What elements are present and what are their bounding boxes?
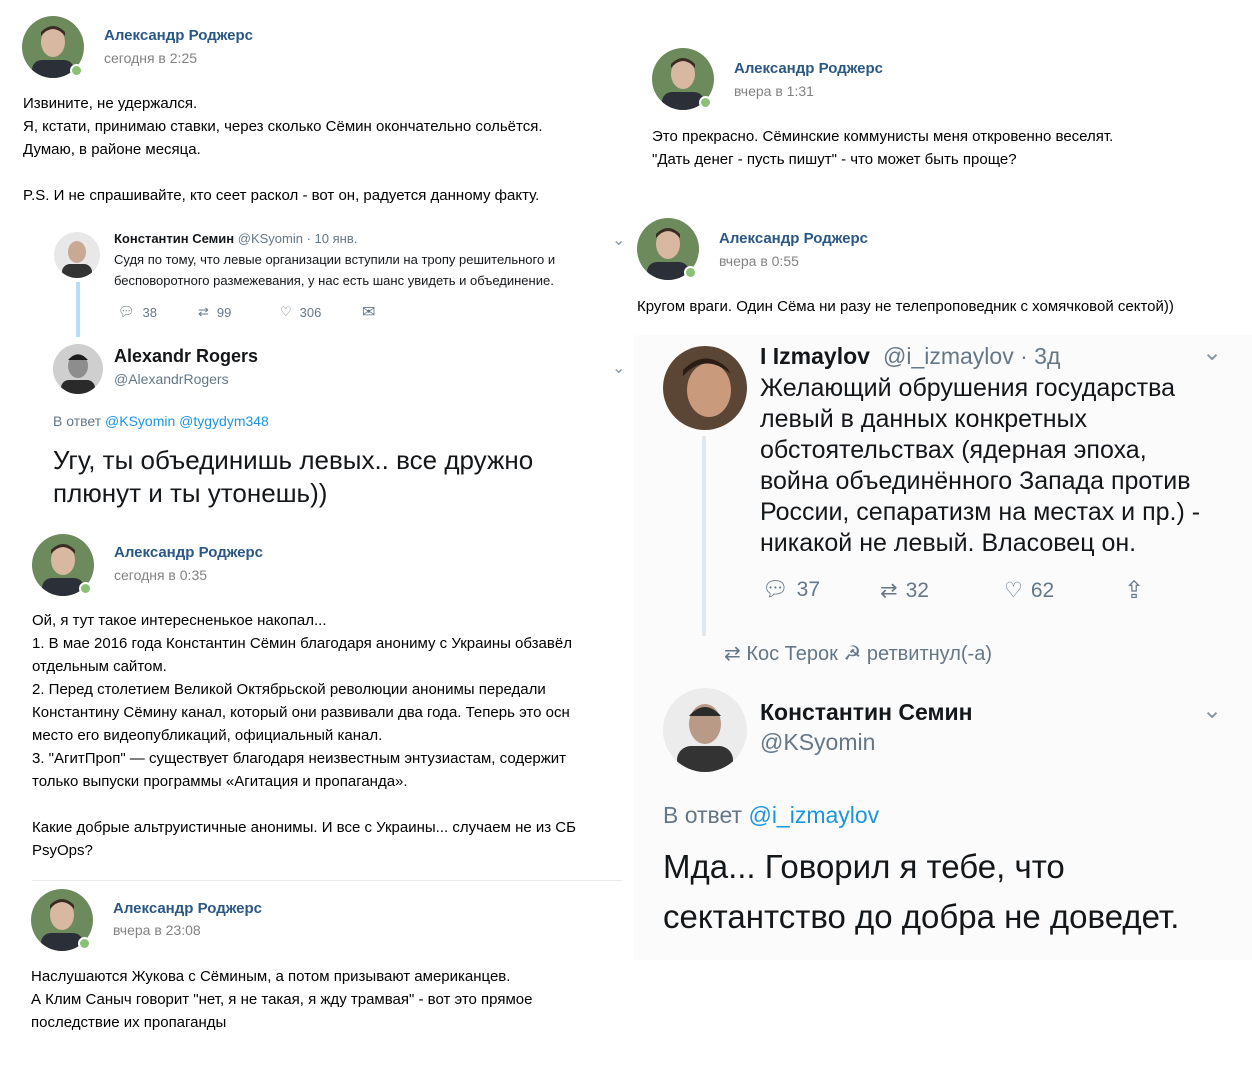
tweet-text: Мда... Говорил я тебе, что сектантство до добра не доведет. (663, 848, 1180, 935)
chevron-down-icon[interactable]: ⌄ (612, 360, 626, 377)
tweet-handle[interactable]: @KSyomin (760, 729, 876, 755)
tweet-handle[interactable]: @i_izmaylov · 3д (883, 343, 1061, 369)
like-button[interactable]: ♡ 306 (280, 304, 322, 320)
tweet-author[interactable]: I Izmaylov (760, 343, 870, 369)
share-icon[interactable]: ⇪ (1124, 577, 1145, 604)
online-indicator (70, 64, 83, 77)
post-text: Извините, не удержался. Я, кстати, принимаю ставки, через сколько Сёмин окончательно сольётся. Думаю, в районе месяца. P.S. И не спрашивайте, кто сеет раскол - вот он, радуется данному факту. (23, 95, 543, 204)
chevron-down-icon[interactable]: ⌄ (1202, 339, 1223, 366)
like-button[interactable]: ♡ 62 (1004, 578, 1055, 602)
post-time[interactable]: вчера в 0:55 (719, 253, 799, 269)
online-indicator (79, 582, 92, 595)
author-name[interactable]: Александр Роджерс (104, 27, 253, 44)
retweet-icon: ⇄ (880, 579, 898, 602)
post-time[interactable]: сегодня в 2:25 (104, 50, 198, 66)
tweet-author[interactable]: Константин Семин @KSyomin · 10 янв. (114, 231, 358, 246)
divider (32, 880, 622, 881)
heart-icon: ♡ (1004, 579, 1023, 602)
tweet-text: Желающий обрушения государства левый в данных конкретных обстоятельствах (ядерная эпоха, война объединённого Запада против России, сепаратизм на местах и пр.) - никакой не левый. Власовец он. (760, 374, 1201, 557)
heart-icon: ♡ (280, 304, 292, 319)
tweet-author[interactable]: Alexandr Rogers (114, 346, 259, 366)
online-indicator (684, 266, 697, 279)
tweet-author[interactable]: Константин Семин (760, 699, 973, 725)
retweet-icon: ⇄ (198, 304, 209, 319)
post-text: Ой, я тут такое интересненькое накопал... 1. В мае 2016 года Константин Сёмин благодаря анониму с Украины обзавёл отдельным сайтом. 2. Перед столетием Великой Октябрьской революции анонимы передали Константину Сёмину канал, который они развивали два года. Теперь это осн место его видеопубликаций, официальный канал. 3. "АгитПроп" — существует благодаря неизвестным энтузиастам, содержит только выпуски программы «Агитация и пропаганда». Какие добрые альтруистичные анонимы. И все с Украины... случаем не из СБ PsyOps? (32, 612, 576, 859)
author-name[interactable]: Александр Роджерс (734, 60, 883, 77)
tweet-handle: @KSyomin (237, 231, 303, 246)
tweet-avatar[interactable] (53, 344, 103, 394)
tweet-text: Угу, ты объединишь левых.. все дружно плюнут и ты утонешь)) (53, 445, 534, 508)
message-icon[interactable]: ✉ (362, 304, 376, 321)
thread-line (76, 282, 80, 337)
author-name[interactable]: Александр Роджерс (114, 544, 263, 561)
post-time[interactable]: вчера в 23:08 (113, 922, 201, 938)
reply-to-link[interactable]: @KSyomin @tygydym348 (105, 413, 269, 429)
tweet-avatar[interactable] (663, 688, 747, 772)
chevron-down-icon[interactable]: ⌄ (612, 232, 626, 249)
tweet-handle[interactable]: @AlexandrRogers (114, 371, 229, 387)
tweet-avatar[interactable] (54, 232, 100, 278)
author-name[interactable]: Александр Роджерс (719, 230, 868, 247)
reply-context: В ответ @KSyomin @tygydym348 (53, 413, 269, 429)
reply-to-link[interactable]: @i_izmaylov (748, 802, 880, 828)
tweet-avatar[interactable] (663, 346, 747, 430)
reply-button[interactable]: 💬︎ 38 (118, 304, 157, 320)
tweet-text: Судя по тому, что левые организации вступили на тропу решительного и бесповоротного размежевания, у нас есть шанс увидеть и объединение. (114, 252, 556, 288)
tweet-date: · 10 янв. (306, 231, 358, 246)
retweet-icon: ⇄ (724, 643, 741, 665)
post-text: Это прекрасно. Сёминские коммунисты меня откровенно веселят. "Дать денег - пусть пишут" - что может быть проще? (652, 128, 1114, 168)
author-name[interactable]: Александр Роджерс (113, 900, 262, 917)
post-text: Кругом враги. Один Сёма ни разу не телепроповедник с хомячковой сектой)) (637, 298, 1174, 315)
online-indicator (78, 937, 91, 950)
post-text: Наслушаются Жукова с Сёминым, а потом призывают американцев. А Клим Саныч говорит "нет, я не такая, я жду трамвая" - вот это прямое последствие их пропаганды (31, 968, 533, 1031)
retweet-button[interactable]: ⇄ 32 (880, 578, 929, 602)
online-indicator (699, 96, 712, 109)
thread-line (702, 436, 706, 636)
post-time[interactable]: сегодня в 0:35 (114, 567, 208, 583)
retweet-button[interactable]: ⇄ 99 (198, 304, 232, 320)
reply-context: В ответ @i_izmaylov (663, 802, 880, 828)
reply-icon: 💬︎ (118, 304, 135, 319)
reply-icon: 💬︎ (762, 578, 789, 601)
post-time[interactable]: вчера в 1:31 (734, 83, 814, 99)
chevron-down-icon[interactable]: ⌄ (1202, 697, 1223, 724)
retweet-context: ⇄ Кос Терок ☭ ретвитнул(-а) (724, 643, 992, 665)
reply-button[interactable]: 💬︎ 37 (762, 578, 821, 601)
